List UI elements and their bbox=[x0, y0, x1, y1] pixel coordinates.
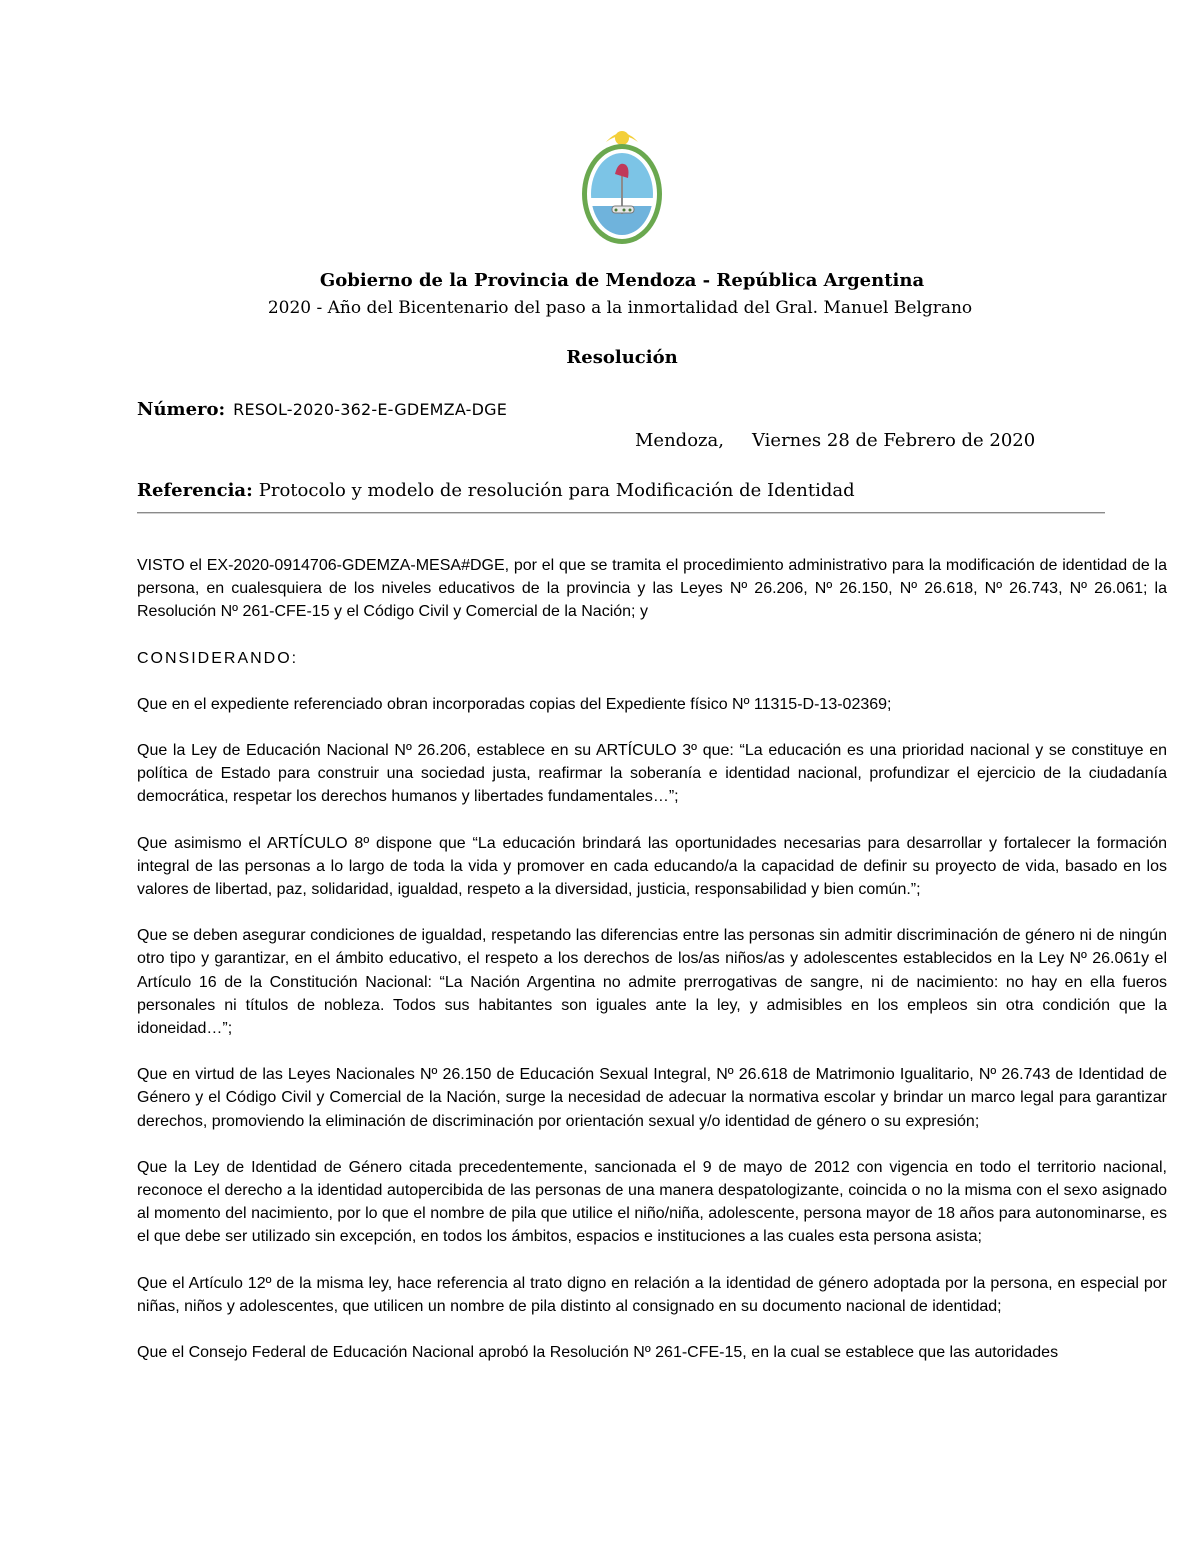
government-title: Gobierno de la Provincia de Mendoza - República Argentina bbox=[319, 270, 925, 291]
considerando-heading: CONSIDERANDO: bbox=[137, 649, 299, 667]
body-paragraph: Que en virtud de las Leyes Nacionales Nº 26.150 de Educación Sexual Integral, Nº 26.618 de Matrimonio Igualitario, Nº 26.743 de Identidad de Género y el Código Civil y Comercial de la Nación, surge la necesidad de adecuar la normativa escolar y brindar un marco legal para garantizar derechos, promoviendo la eliminación de discriminación por orientación sexual y/o identidad de género o su expresión; bbox=[137, 1066, 1167, 1130]
date: Viernes 28 de Febrero de 2020 bbox=[751, 430, 1036, 451]
place-and-date bbox=[635, 430, 1035, 451]
document-type-title: Resolución bbox=[566, 347, 678, 368]
visto-paragraph: VISTO el EX-2020-0914706-GDEMZA-MESA#DGE, por el que se tramita el procedimiento administrativo para la modificación de identidad de la persona, en cualesquiera de los niveles educativos de la provincia y las Leyes Nº 26.206, Nº 26.150, Nº 26.618, Nº 26.743, Nº 26.061; la Resolución Nº 261-CFE-15 y el Código Civil y Comercial de la Nación; y bbox=[137, 557, 1167, 621]
body-paragraph: Que el Consejo Federal de Educación Nacional aprobó la Resolución Nº 261-CFE-15, en la cual se establece que las autoridades bbox=[137, 1344, 1059, 1362]
reference bbox=[137, 480, 855, 501]
body-paragraph: Que el Artículo 12º de la misma ley, hace referencia al trato digno en relación a la identidad de género adoptada por la persona, en especial por niñas, niños y adolescentes, que utilicen un nombre de pila distinto al consignado en su documento nacional de identidad; bbox=[137, 1274, 1167, 1315]
resolution-body bbox=[137, 554, 1167, 1387]
numero-value: RESOL-2020-362-E-GDEMZA-DGE bbox=[233, 400, 508, 419]
header-divider bbox=[137, 512, 1105, 514]
referencia-label: Referencia: bbox=[137, 480, 253, 501]
year-motto: 2020 - Año del Bicentenario del paso a la inmortalidad del Gral. Manuel Belgrano bbox=[267, 298, 973, 318]
city: Mendoza, bbox=[635, 430, 724, 451]
body-paragraph: Que en el expediente referenciado obran incorporadas copias del Expediente físico Nº 11315-D-13-02369; bbox=[137, 695, 892, 713]
provincial-seal-icon bbox=[578, 126, 666, 248]
resolution-number bbox=[137, 399, 507, 420]
body-paragraph: Que la Ley de Educación Nacional Nº 26.206, establece en su ARTÍCULO 3º que: “La educación es una prioridad nacional y se constituye en política de Estado para construir una sociedad justa, reafirmar la soberanía e identidad nacional, profundizar el ejercicio de la ciudadanía democrática, respetar los derechos humanos y libertades fundamentales…”; bbox=[137, 742, 1167, 806]
body-paragraph: Que la Ley de Identidad de Género citada precedentemente, sancionada el 9 de mayo de 2012 con vigencia en todo el territorio nacional, reconoce el derecho a la identidad autopercibida de las personas de una manera despatologizante, coincida o no la misma con el sexo asignado al momento del nacimiento, por lo que el nombre de pila que utilice el niño/niña, adolescente, persona mayor de 18 años para autonominarse, es el que debe ser utilizado sin excepción, en todos los ámbitos, espacios e instituciones a las cuales esta persona asista; bbox=[137, 1158, 1167, 1246]
referencia-value: Protocolo y modelo de resolución para Modificación de Identidad bbox=[258, 480, 855, 501]
body-paragraph: Que se deben asegurar condiciones de igualdad, respetando las diferencias entre las personas sin admitir discriminación de género ni de ningún otro tipo y garantizar, en el ámbito educativo, el respeto a los derechos de los/as niños/as y adolescentes establecidos en la Ley Nº 26.061y el Artículo 16 de la Constitución Nacional: “La Nación Argentina no admite prerrogativas de sangre, ni de nacimiento: no hay en ella fueros personales ni títulos de nobleza. Todos sus habitantes son iguales ante la ley, y admisibles en los empleos sin otra condición que la idoneidad…”; bbox=[137, 927, 1167, 1038]
numero-label: Número: bbox=[137, 399, 226, 420]
body-paragraph: Que asimismo el ARTÍCULO 8º dispone que “La educación brindará las oportunidades necesarias para desarrollar y fortalecer la formación integral de las personas a lo largo de toda la vida y promover en cada educando/a la capacidad de definir su proyecto de vida, basado en los valores de libertad, paz, solidaridad, igualdad, respeto a la diversidad, justicia, responsabilidad y bien común.”; bbox=[137, 834, 1167, 899]
